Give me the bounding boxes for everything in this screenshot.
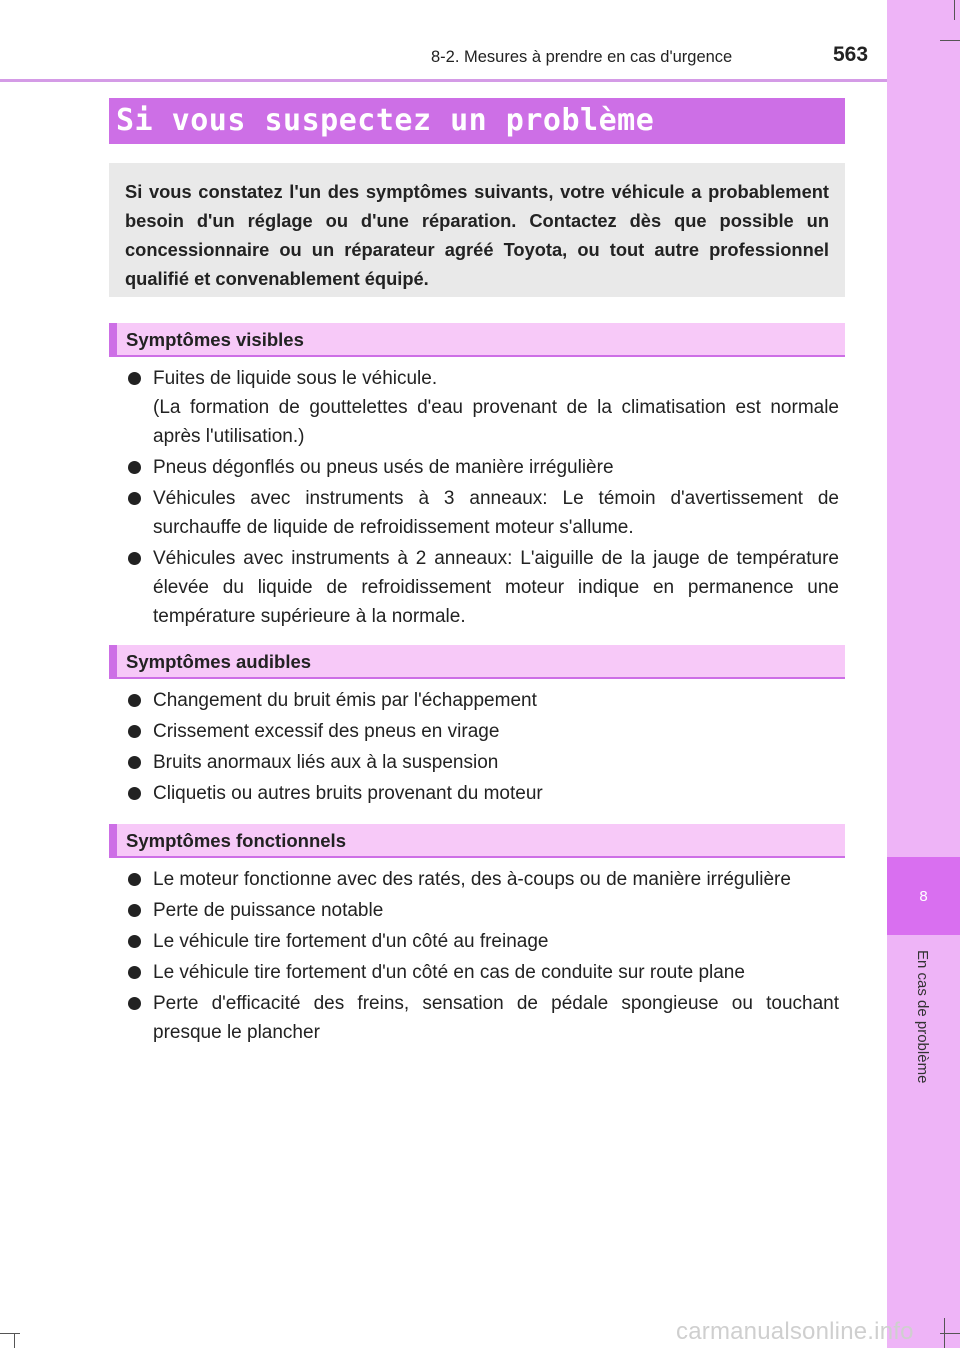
header-rule	[0, 79, 887, 82]
chapter-side-tab	[887, 0, 960, 1348]
section-heading-audible: Symptômes audibles	[109, 645, 845, 679]
watermark: carmanualsonline.info	[676, 1318, 914, 1345]
symptom-list-audible	[127, 686, 839, 810]
page-number: 563	[833, 43, 869, 66]
page-title: Si vous suspectez un problème	[109, 98, 845, 144]
header-section-title: 8-2. Mesures à prendre en cas d'urgence	[431, 48, 733, 66]
crop-mark	[954, 0, 955, 20]
list-item: Véhicules avec instruments à 3 anneaux: Le témoin d'avertissement de surchauffe de liquide de refroidissement moteur s'allume.	[127, 484, 839, 542]
list-item: Le moteur fonctionne avec des ratés, des à-coups ou de manière irrégulière	[127, 865, 839, 894]
crop-mark	[0, 1333, 20, 1334]
list-item: Pneus dégonflés ou pneus usés de manière irrégulière	[127, 453, 839, 482]
chapter-number: 8	[887, 857, 960, 935]
page-header	[0, 38, 887, 78]
crop-mark	[14, 1333, 15, 1348]
crop-mark	[940, 40, 960, 41]
section-heading-functional: Symptômes fonctionnels	[109, 824, 845, 858]
symptom-list-visible	[127, 364, 839, 633]
list-item: Véhicules avec instruments à 2 anneaux: L'aiguille de la jauge de température élevée du liquide de refroidissement moteur indique en permanence une température supérieure à la normale.	[127, 544, 839, 631]
list-item: Cliquetis ou autres bruits provenant du moteur	[127, 779, 839, 808]
section-heading-visible: Symptômes visibles	[109, 323, 845, 357]
list-item: Perte de puissance notable	[127, 896, 839, 925]
list-item: Le véhicule tire fortement d'un côté au freinage	[127, 927, 839, 956]
crop-mark	[940, 1333, 960, 1334]
chapter-title: En cas de problème	[914, 950, 931, 1084]
list-item: Fuites de liquide sous le véhicule. (La formation de gouttelettes d'eau provenant de la climatisation est normale après l'utilisation.)	[127, 364, 839, 451]
list-item: Crissement excessif des pneus en virage	[127, 717, 839, 746]
list-item: Le véhicule tire fortement d'un côté en cas de conduite sur route plane	[127, 958, 839, 987]
crop-mark	[944, 1318, 945, 1348]
list-item: Perte d'efficacité des freins, sensation de pédale spongieuse ou touchant presque le plancher	[127, 989, 839, 1047]
list-item: Changement du bruit émis par l'échappement	[127, 686, 839, 715]
symptom-list-functional	[127, 865, 839, 1049]
intro-text: Si vous constatez l'un des symptômes suivants, votre véhicule a probablement besoin d'un réglage ou d'une réparation. Contactez dès que possible un concessionnaire ou un réparateur agréé Toyota, ou tout autre professionnel qualifié et convenablement équipé.	[109, 163, 845, 297]
list-item: Bruits anormaux liés aux à la suspension	[127, 748, 839, 777]
